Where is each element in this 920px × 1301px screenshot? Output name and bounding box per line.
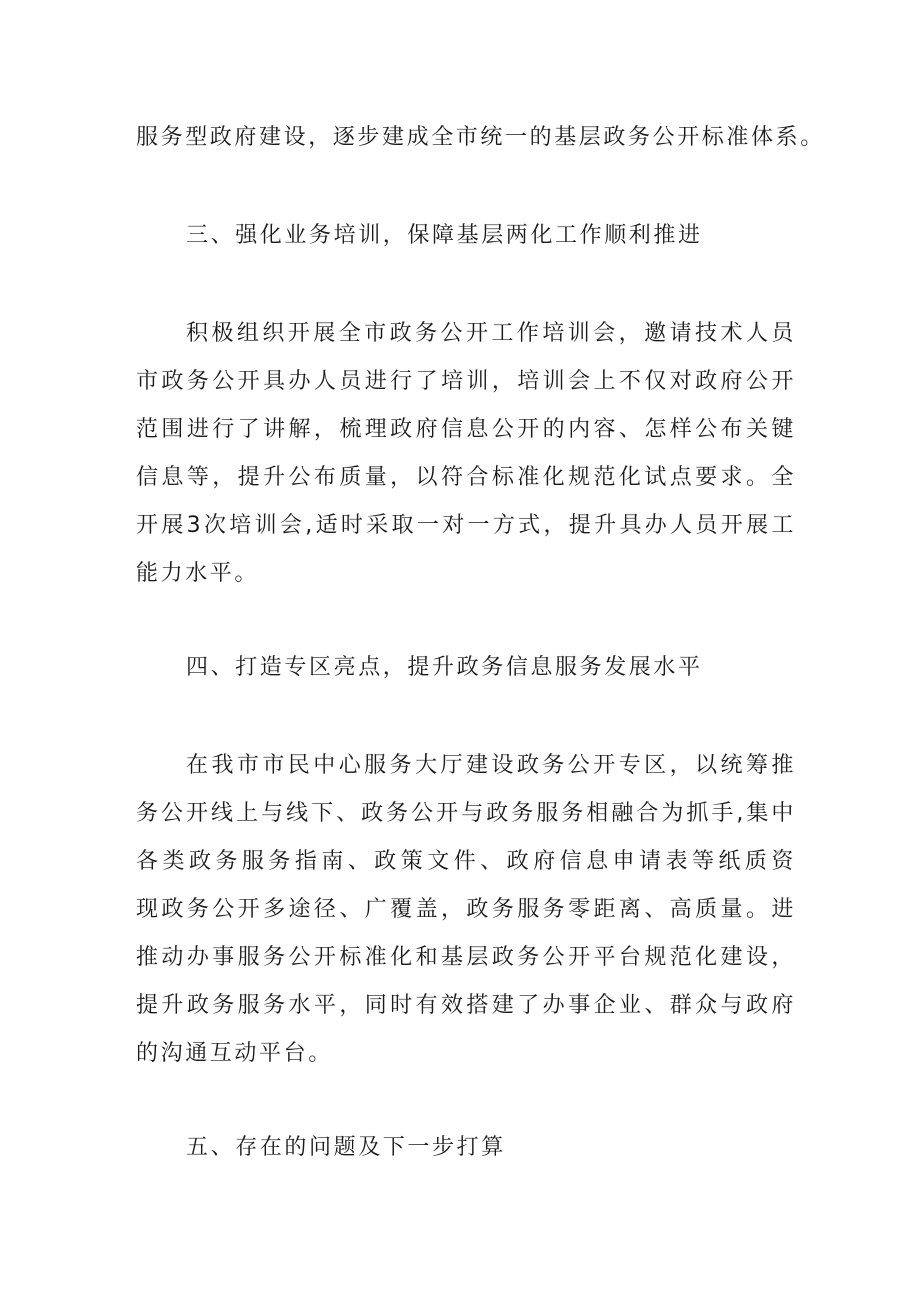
section-heading-4: 四、打造专区亮点，提升政务信息服务发展水平 — [186, 655, 703, 680]
paragraph-line: 提升政务服务水平，同时有效搭建了办事企业、群众与政府 — [136, 993, 796, 1018]
paragraph-line: 在我市市民中心服务大厅建设政务公开专区，以统筹推 — [186, 753, 796, 778]
paragraph-line: 信息等，提升公布质量，以符合标准化规范化试点要求。全 — [136, 465, 796, 490]
paragraph-line: 服务型政府建设，逐步建成全市统一的基层政务公开标准体系。 — [136, 125, 825, 150]
paragraph-line: 各类政务服务指南、政策文件、政府信息申请表等纸质资 — [136, 849, 796, 874]
section-heading-5: 五、存在的问题及下一步打算 — [186, 1135, 506, 1160]
paragraph-line: 推动办事服务公开标准化和基层政务公开平台规范化建设， — [136, 945, 796, 970]
paragraph-line: 的沟通互动平台。 — [136, 1041, 333, 1066]
paragraph-line: 市政务公开具办人员进行了培训，培训会上不仅对政府公开 — [136, 369, 796, 394]
paragraph-line: 积极组织开展全市政务公开工作培训会，邀请技术人员 — [186, 321, 796, 346]
paragraph-line: 务公开线上与线下、政务公开与政务服务相融合为抓手,集中 — [136, 801, 796, 826]
paragraph-line: 范围进行了讲解，梳理政府信息公开的内容、怎样公布关键 — [136, 417, 796, 442]
paragraph-line: 现政务公开多途径、广覆盖，政务服务零距离、高质量。进 — [136, 897, 796, 922]
paragraph-line: 能力水平。 — [136, 561, 260, 586]
paragraph-line: 开展3次培训会,适时采取一对一方式，提升具办人员开展工 — [136, 513, 796, 538]
section-heading-3: 三、强化业务培训，保障基层两化工作顺利推进 — [186, 223, 703, 248]
